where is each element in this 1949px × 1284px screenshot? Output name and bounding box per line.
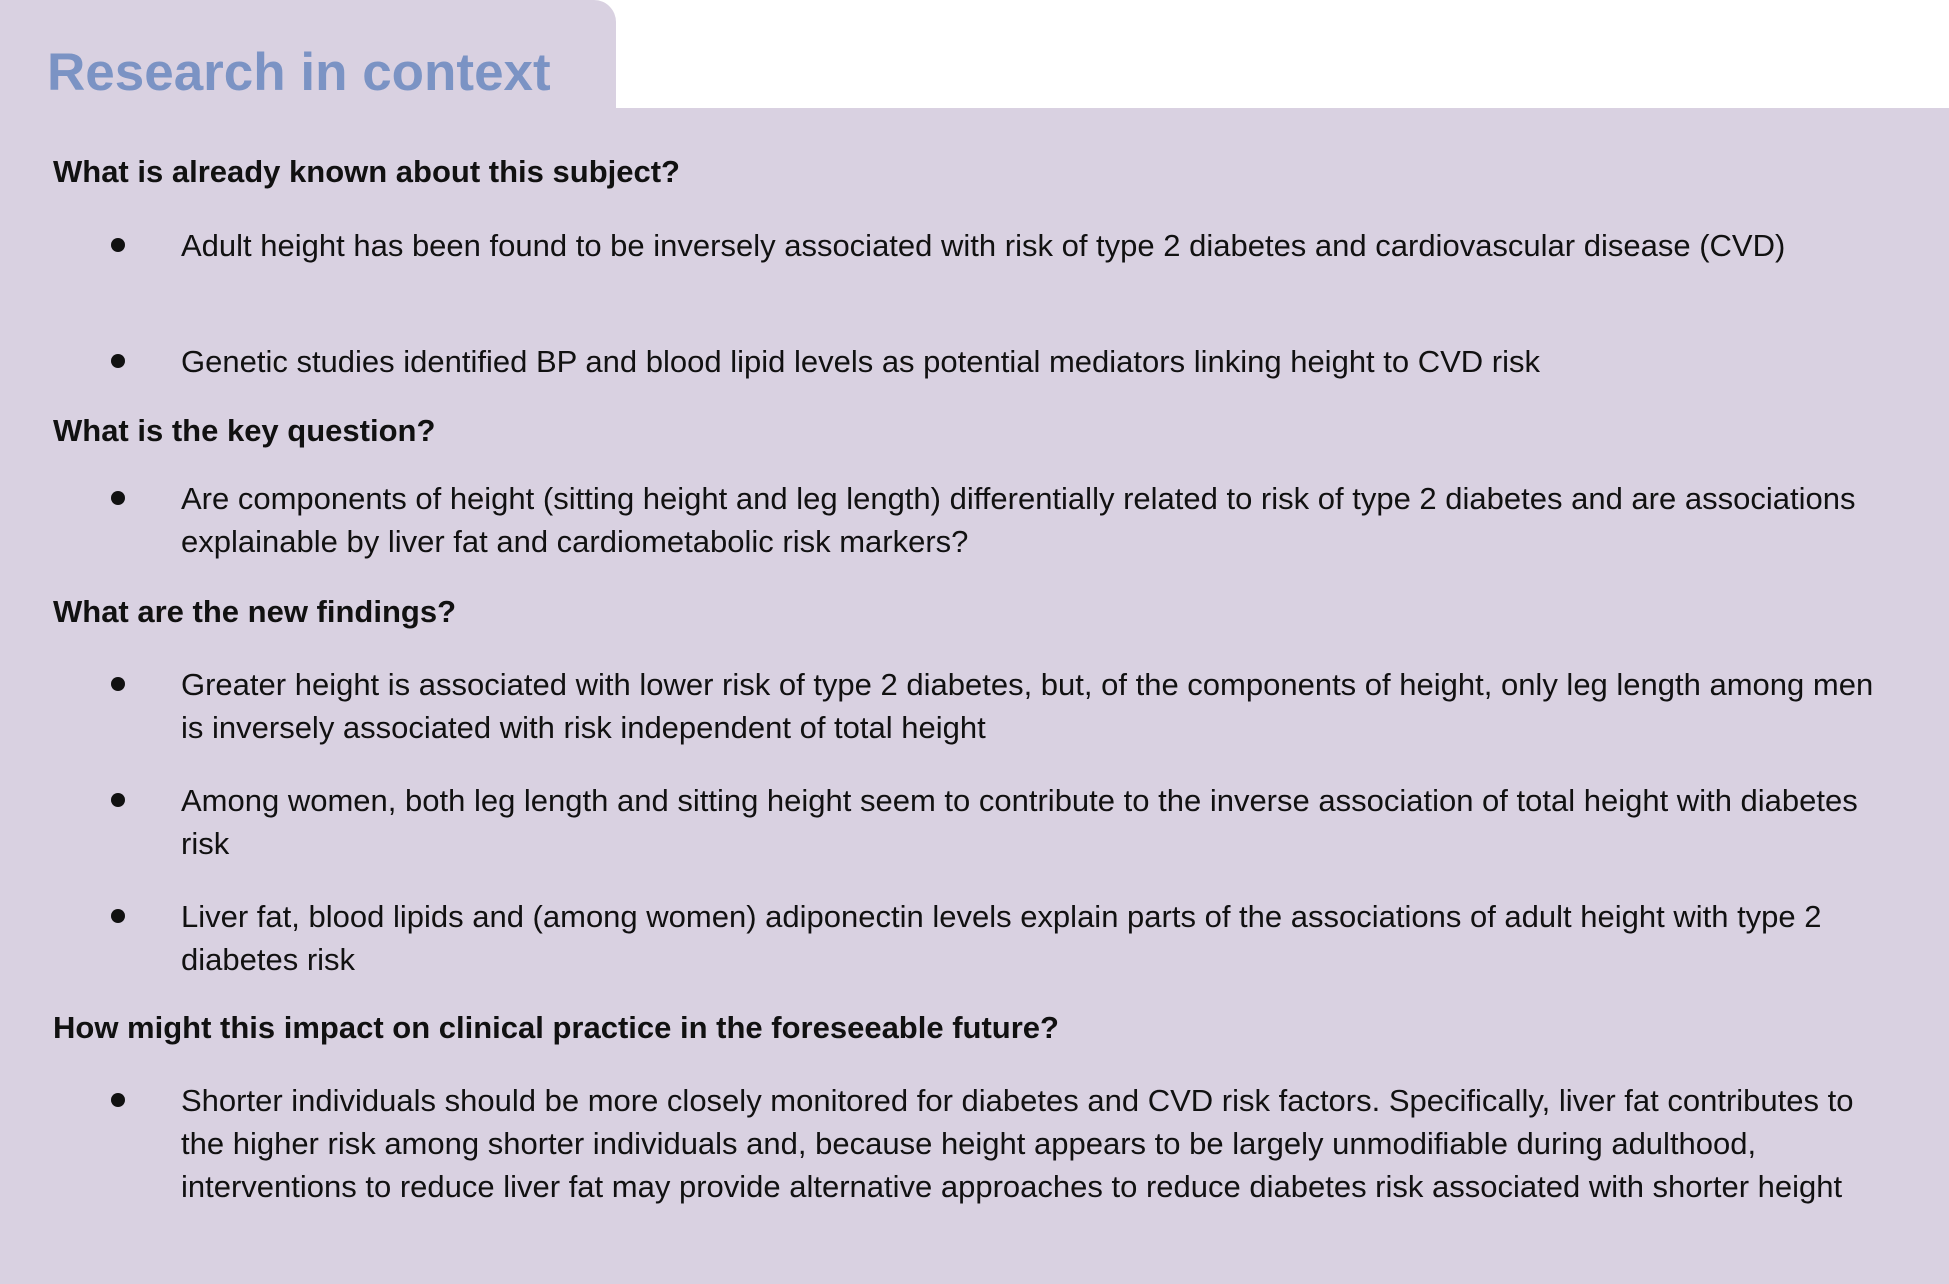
section-heading: What is the key question?	[53, 413, 436, 448]
bullet-text: Among women, both leg length and sitting height seem to contribute to the inverse association of total height with diabetes risk	[181, 783, 1858, 861]
bullet-text: Adult height has been found to be inversely associated with risk of type 2 diabetes and cardiovascular disease (CVD)	[181, 228, 1786, 263]
bullet-text: Shorter individuals should be more closely monitored for diabetes and CVD risk factors. Specifically, liver fat contributes to the higher risk among shorter individuals and, because height appears to be largely unmodifiable during adulthood, interventions to reduce liver fat may provide alternative approaches to reduce diabetes risk associated with shorter height	[181, 1083, 1854, 1204]
box-title: Research in context	[47, 43, 551, 102]
bullet-dot	[111, 677, 125, 691]
bullet-dot	[111, 354, 125, 368]
bullet-text: Genetic studies identified BP and blood lipid levels as potential mediators linking height to CVD risk	[181, 344, 1541, 379]
section-heading: How might this impact on clinical practice in the foreseeable future?	[53, 1010, 1059, 1045]
section-heading: What are the new findings?	[53, 594, 457, 629]
bullet-dot	[111, 1093, 125, 1107]
section-heading: What is already known about this subject?	[53, 154, 680, 189]
bullet-text: Are components of height (sitting height and leg length) differentially related to risk of type 2 diabetes and are associations explainable by liver fat and cardiometabolic risk markers?	[181, 481, 1856, 559]
bullet-dot	[111, 909, 125, 923]
bullet-text: Greater height is associated with lower risk of type 2 diabetes, but, of the components of height, only leg length among men is inversely associated with risk independent of total height	[181, 667, 1874, 745]
bullet-text: Liver fat, blood lipids and (among women) adiponectin levels explain parts of the associations of adult height with type 2 diabetes risk	[181, 899, 1822, 977]
bullet-dot	[111, 491, 125, 505]
bullet-dot	[111, 238, 125, 252]
bullet-dot	[111, 793, 125, 807]
research-in-context-panel	[0, 108, 1949, 1284]
